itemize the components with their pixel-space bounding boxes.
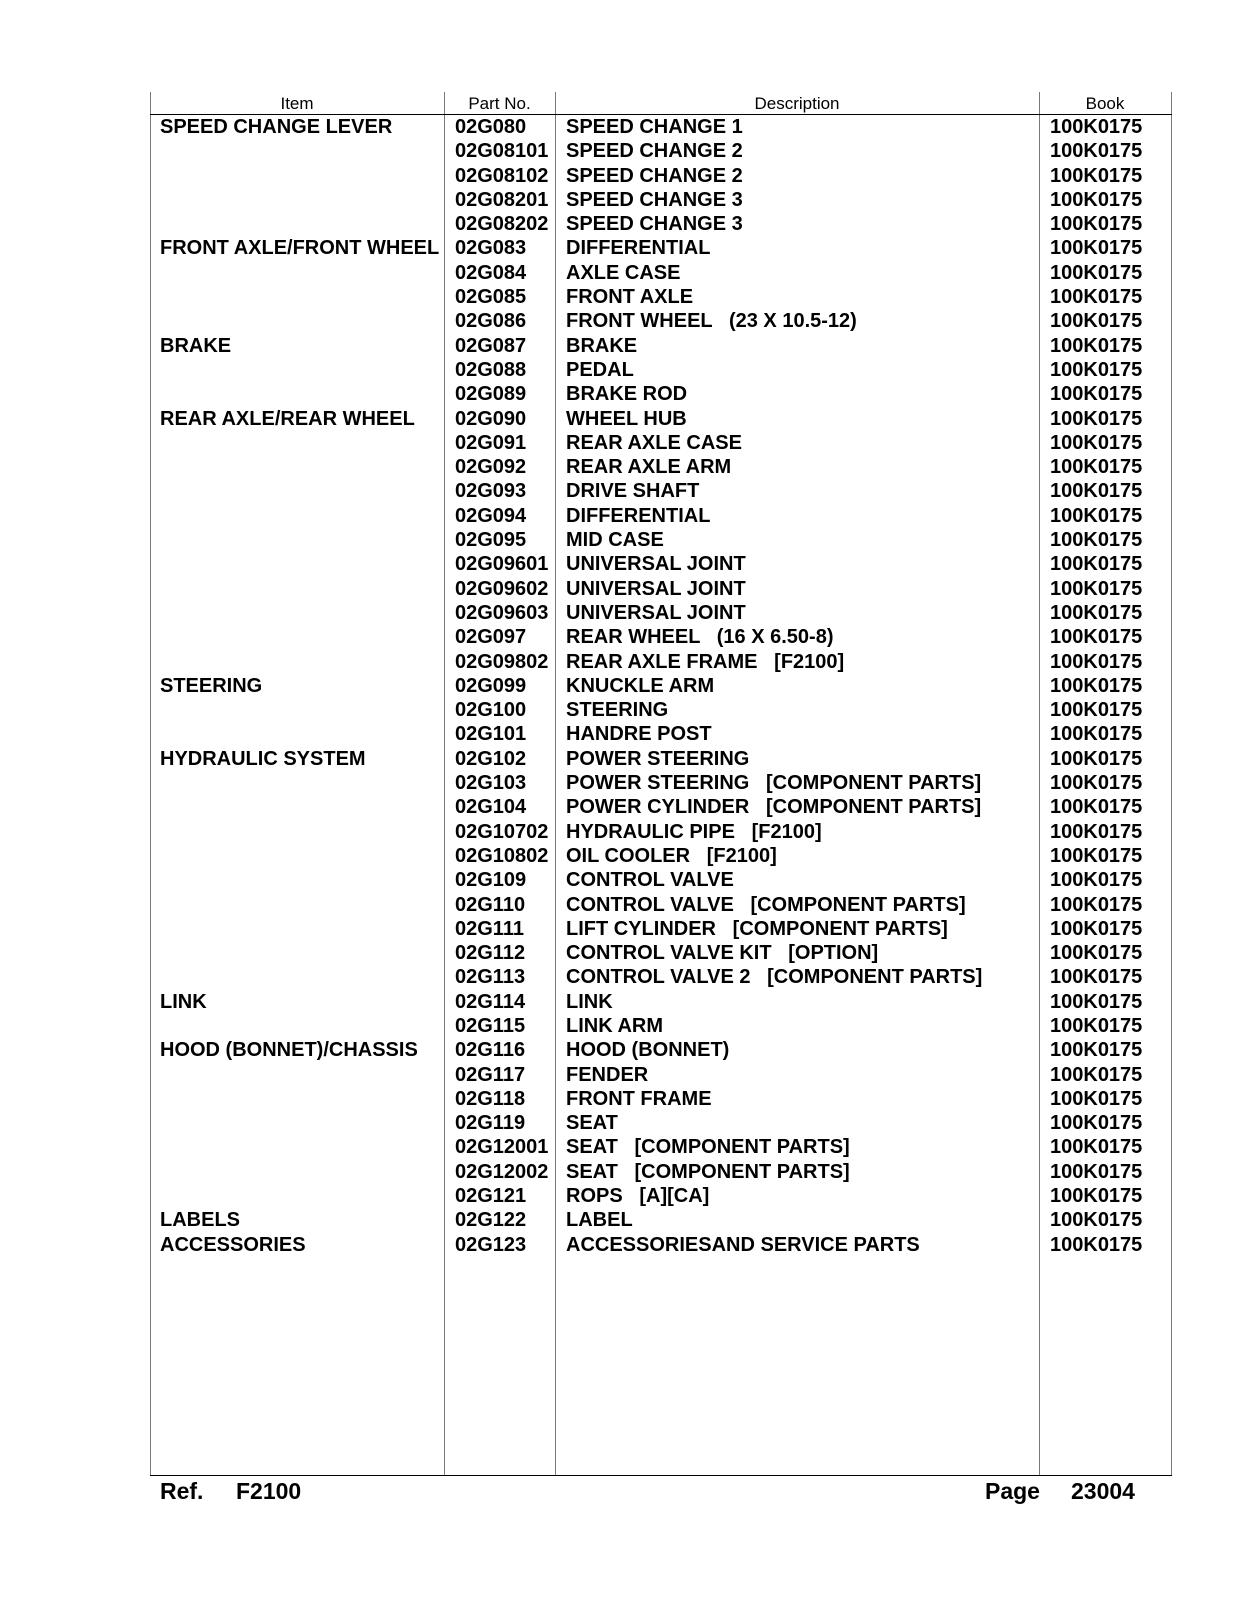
description-cell: SPEED CHANGE 3: [566, 188, 743, 211]
table-row: [150, 918, 1172, 942]
table-row: [150, 991, 1172, 1015]
table-row: [150, 1015, 1172, 1039]
description-cell: HOOD (BONNET): [566, 1039, 730, 1062]
part-no-cell: 02G08102: [455, 164, 549, 187]
book-cell: 100K0175: [1050, 674, 1143, 697]
book-cell: 100K0175: [1050, 601, 1143, 624]
part-no-cell: 02G09603: [455, 601, 549, 624]
part-no-cell: 02G116: [455, 1039, 526, 1062]
book-cell: 100K0175: [1050, 723, 1143, 746]
table-row: [150, 140, 1172, 164]
description-cell: DIFFERENTIAL: [566, 504, 711, 527]
part-no-cell: 02G113: [455, 966, 526, 989]
book-cell: 100K0175: [1050, 358, 1143, 381]
table-row: [150, 772, 1172, 796]
table-row: [150, 165, 1172, 189]
description-cell: CONTROL VALVE: [566, 869, 734, 892]
table-row: [150, 237, 1172, 261]
table-row: [150, 1209, 1172, 1233]
description-cell: LIFT CYLINDER [COMPONENT PARTS]: [566, 917, 948, 940]
description-cell: DIFFERENTIAL: [566, 237, 711, 260]
part-no-cell: 02G09802: [455, 650, 549, 673]
table-row: [150, 1039, 1172, 1063]
table-row: [150, 359, 1172, 383]
description-cell: BRAKE: [566, 334, 638, 357]
description-cell: FRONT WHEEL (23 X 10.5-12): [566, 310, 857, 333]
description-cell: DRIVE SHAFT: [566, 480, 700, 503]
book-cell: 100K0175: [1050, 480, 1143, 503]
part-no-cell: 02G08202: [455, 213, 549, 236]
table-row: [150, 845, 1172, 869]
part-no-cell: 02G099: [455, 674, 527, 697]
book-cell: 100K0175: [1050, 1039, 1143, 1062]
table-row: [150, 408, 1172, 432]
description-cell: LINK: [566, 990, 613, 1013]
table-row: [150, 966, 1172, 990]
header-item: Item: [280, 94, 314, 113]
book-cell: 100K0175: [1050, 407, 1143, 430]
part-no-cell: 02G086: [455, 310, 527, 333]
part-no-cell: 02G101: [455, 723, 527, 746]
book-cell: 100K0175: [1050, 237, 1143, 260]
part-no-cell: 02G08101: [455, 140, 549, 163]
description-cell: AXLE CASE: [566, 261, 681, 284]
part-no-cell: 02G122: [455, 1209, 527, 1232]
book-cell: 100K0175: [1050, 1185, 1143, 1208]
part-no-cell: 02G083: [455, 237, 527, 260]
part-no-cell: 02G114: [455, 990, 526, 1013]
book-cell: 100K0175: [1050, 140, 1143, 163]
table-row: [150, 1234, 1172, 1258]
book-cell: 100K0175: [1050, 383, 1143, 406]
part-no-cell: 02G080: [455, 116, 527, 138]
part-no-cell: 02G093: [455, 480, 527, 503]
description-cell: LABEL: [566, 1209, 633, 1232]
table-row: [150, 286, 1172, 310]
book-cell: 100K0175: [1050, 431, 1143, 454]
item-cell: SPEED CHANGE LEVER: [160, 116, 393, 138]
description-cell: POWER STEERING [COMPONENT PARTS]: [566, 772, 982, 795]
parts-table: [150, 92, 1172, 1476]
header-part-no: Part No.: [468, 94, 531, 113]
book-cell: 100K0175: [1050, 626, 1143, 649]
part-no-cell: 02G100: [455, 699, 527, 722]
book-cell: 100K0175: [1050, 1063, 1143, 1086]
description-cell: OIL COOLER [F2100]: [566, 844, 777, 867]
part-no-cell: 02G09601: [455, 553, 549, 576]
description-cell: POWER CYLINDER [COMPONENT PARTS]: [566, 796, 982, 819]
part-no-cell: 02G091: [455, 431, 527, 454]
part-no-cell: 02G094: [455, 504, 527, 527]
book-cell: 100K0175: [1050, 893, 1143, 916]
part-no-cell: 02G110: [455, 893, 526, 916]
description-cell: POWER STEERING: [566, 747, 750, 770]
book-cell: 100K0175: [1050, 844, 1143, 867]
part-no-cell: 02G085: [455, 286, 527, 309]
description-cell: HYDRAULIC PIPE [F2100]: [566, 820, 822, 843]
item-cell: HYDRAULIC SYSTEM: [160, 747, 366, 770]
book-cell: 100K0175: [1050, 188, 1143, 211]
description-cell: SPEED CHANGE 2: [566, 164, 743, 187]
table-row: [150, 529, 1172, 553]
description-cell: REAR AXLE CASE: [566, 431, 742, 454]
table-row: [150, 213, 1172, 237]
book-cell: 100K0175: [1050, 772, 1143, 795]
page-number: 23004: [1071, 1478, 1135, 1504]
table-row: [150, 310, 1172, 334]
table-body: [150, 116, 1172, 1258]
book-cell: 100K0175: [1050, 1233, 1143, 1256]
description-cell: UNIVERSAL JOINT: [566, 601, 746, 624]
part-no-cell: 02G089: [455, 383, 527, 406]
description-cell: UNIVERSAL JOINT: [566, 577, 746, 600]
item-cell: FRONT AXLE/FRONT WHEEL: [160, 237, 440, 260]
part-no-cell: 02G111: [455, 917, 524, 940]
part-no-cell: 02G095: [455, 529, 527, 552]
part-no-cell: 02G117: [455, 1063, 526, 1086]
description-cell: REAR WHEEL (16 X 6.50-8): [566, 626, 834, 649]
part-no-cell: 02G09602: [455, 577, 549, 600]
table-row: [150, 432, 1172, 456]
book-cell: 100K0175: [1050, 456, 1143, 479]
part-no-cell: 02G115: [455, 1014, 526, 1037]
book-cell: 100K0175: [1050, 529, 1143, 552]
description-cell: SPEED CHANGE 3: [566, 213, 743, 236]
part-no-cell: 02G084: [455, 261, 527, 284]
part-no-cell: 02G08201: [455, 188, 549, 211]
book-cell: 100K0175: [1050, 990, 1143, 1013]
table-row: [150, 262, 1172, 286]
item-cell: ACCESSORIES: [160, 1233, 306, 1256]
table-row: [150, 578, 1172, 602]
book-cell: 100K0175: [1050, 966, 1143, 989]
table-row: [150, 675, 1172, 699]
book-cell: 100K0175: [1050, 699, 1143, 722]
description-cell: ACCESSORIESAND SERVICE PARTS: [566, 1233, 920, 1256]
description-cell: KNUCKLE ARM: [566, 674, 715, 697]
table-row: [150, 796, 1172, 820]
part-no-cell: 02G097: [455, 626, 527, 649]
book-cell: 100K0175: [1050, 1087, 1143, 1110]
description-cell: SEAT [COMPONENT PARTS]: [566, 1136, 850, 1159]
book-cell: 100K0175: [1050, 213, 1143, 236]
table-row: [150, 942, 1172, 966]
book-cell: 100K0175: [1050, 310, 1143, 333]
book-cell: 100K0175: [1050, 1160, 1143, 1183]
table-row: [150, 1112, 1172, 1136]
table-row: [150, 1161, 1172, 1185]
item-cell: LINK: [160, 990, 207, 1013]
part-no-cell: 02G092: [455, 456, 527, 479]
part-no-cell: 02G10702: [455, 820, 549, 843]
part-no-cell: 02G102: [455, 747, 527, 770]
book-cell: 100K0175: [1050, 553, 1143, 576]
description-cell: ROPS [A][CA]: [566, 1185, 710, 1208]
book-cell: 100K0175: [1050, 650, 1143, 673]
table-row: [150, 821, 1172, 845]
table-row: [150, 602, 1172, 626]
part-no-cell: 02G10802: [455, 844, 549, 867]
table-row: [150, 505, 1172, 529]
description-cell: PEDAL: [566, 358, 634, 381]
footer-rule: [150, 1475, 1172, 1476]
table-row: [150, 699, 1172, 723]
header-description: Description: [754, 94, 840, 113]
description-cell: SEAT [COMPONENT PARTS]: [566, 1160, 850, 1183]
part-no-cell: 02G123: [455, 1233, 527, 1256]
table-row: [150, 383, 1172, 407]
table-row: [150, 626, 1172, 650]
description-cell: REAR AXLE FRAME [F2100]: [566, 650, 845, 673]
book-cell: 100K0175: [1050, 869, 1143, 892]
table-row: [150, 480, 1172, 504]
ref-label: Ref.: [160, 1478, 204, 1504]
description-cell: HANDRE POST: [566, 723, 712, 746]
description-cell: SPEED CHANGE 2: [566, 140, 743, 163]
table-row: [150, 651, 1172, 675]
table-row: [150, 1064, 1172, 1088]
part-no-cell: 02G109: [455, 869, 527, 892]
description-cell: WHEEL HUB: [566, 407, 687, 430]
header-rule: [150, 114, 1172, 115]
table-row: [150, 869, 1172, 893]
book-cell: 100K0175: [1050, 1112, 1143, 1135]
table-row: [150, 748, 1172, 772]
item-cell: BRAKE: [160, 334, 232, 357]
item-cell: REAR AXLE/REAR WHEEL: [160, 407, 415, 430]
book-cell: 100K0175: [1050, 1209, 1143, 1232]
ref-value: F2100: [236, 1478, 302, 1504]
table-row: [150, 335, 1172, 359]
book-cell: 100K0175: [1050, 286, 1143, 309]
book-cell: 100K0175: [1050, 820, 1143, 843]
part-no-cell: 02G103: [455, 772, 527, 795]
description-cell: SEAT: [566, 1112, 618, 1135]
part-no-cell: 02G121: [455, 1185, 527, 1208]
header-book: Book: [1085, 94, 1125, 113]
part-no-cell: 02G12001: [455, 1136, 549, 1159]
description-cell: FENDER: [566, 1063, 649, 1086]
book-cell: 100K0175: [1050, 942, 1143, 965]
part-no-cell: 02G104: [455, 796, 527, 819]
item-cell: HOOD (BONNET)/CHASSIS: [160, 1039, 418, 1062]
book-cell: 100K0175: [1050, 261, 1143, 284]
book-cell: 100K0175: [1050, 504, 1143, 527]
book-cell: 100K0175: [1050, 334, 1143, 357]
item-cell: LABELS: [160, 1209, 240, 1232]
part-no-cell: 02G119: [455, 1112, 526, 1135]
table-row: [150, 189, 1172, 213]
table-row: [150, 1088, 1172, 1112]
book-cell: 100K0175: [1050, 116, 1143, 138]
book-cell: 100K0175: [1050, 796, 1143, 819]
description-cell: CONTROL VALVE 2 [COMPONENT PARTS]: [566, 966, 983, 989]
description-cell: CONTROL VALVE KIT [OPTION]: [566, 942, 879, 965]
book-cell: 100K0175: [1050, 577, 1143, 600]
book-cell: 100K0175: [1050, 1014, 1143, 1037]
part-no-cell: 02G088: [455, 358, 527, 381]
part-no-cell: 02G112: [455, 942, 526, 965]
table-row: [150, 894, 1172, 918]
table-row: [150, 456, 1172, 480]
item-cell: STEERING: [160, 674, 263, 697]
table-row: [150, 553, 1172, 577]
part-no-cell: 02G090: [455, 407, 527, 430]
description-cell: SPEED CHANGE 1: [566, 116, 743, 138]
book-cell: 100K0175: [1050, 1136, 1143, 1159]
table-row: [150, 1185, 1172, 1209]
description-cell: BRAKE ROD: [566, 383, 688, 406]
table-row: [150, 1136, 1172, 1160]
description-cell: STEERING: [566, 699, 669, 722]
description-cell: MID CASE: [566, 529, 664, 552]
description-cell: UNIVERSAL JOINT: [566, 553, 746, 576]
book-cell: 100K0175: [1050, 164, 1143, 187]
table-row: [150, 116, 1172, 140]
part-no-cell: 02G12002: [455, 1160, 549, 1183]
description-cell: FRONT FRAME: [566, 1087, 712, 1110]
description-cell: FRONT AXLE: [566, 286, 694, 309]
book-cell: 100K0175: [1050, 917, 1143, 940]
part-no-cell: 02G118: [455, 1087, 526, 1110]
table-row: [150, 723, 1172, 747]
book-cell: 100K0175: [1050, 747, 1143, 770]
description-cell: REAR AXLE ARM: [566, 456, 732, 479]
page-label: Page: [985, 1478, 1040, 1504]
part-no-cell: 02G087: [455, 334, 527, 357]
description-cell: LINK ARM: [566, 1014, 664, 1037]
description-cell: CONTROL VALVE [COMPONENT PARTS]: [566, 893, 966, 916]
